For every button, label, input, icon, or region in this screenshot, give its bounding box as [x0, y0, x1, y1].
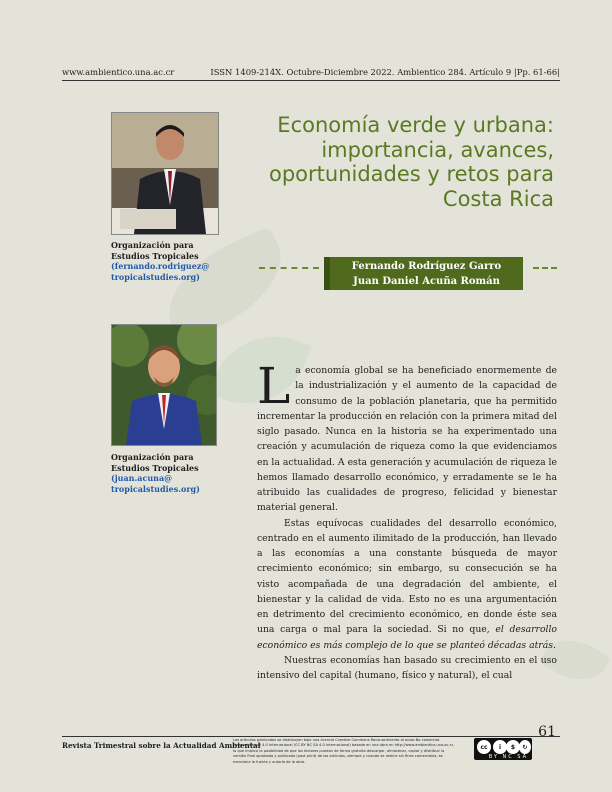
author-affiliation-1 — [111, 240, 231, 282]
author-email-link[interactable]: (fernando.rodriguez@ — [111, 261, 210, 271]
page-number: 61 — [538, 724, 556, 740]
article-body — [257, 357, 558, 683]
footer-rule — [62, 736, 560, 737]
paragraph-3 — [257, 653, 557, 684]
cc-icon: cc — [477, 740, 491, 754]
title-line: Economía verde y urbana: — [277, 113, 554, 137]
authors-dash-left — [259, 267, 319, 269]
article-title — [254, 113, 554, 211]
author-photo-2 — [111, 324, 217, 446]
affiliation-org: Estudios Tropicales — [111, 462, 199, 473]
paragraph-emphasis: el desarrollo económico es más complejo de lo que se planteó décadas atrás — [257, 624, 558, 651]
affiliation-org: Organización para — [111, 452, 194, 462]
affiliation-org: Estudios Tropicales — [111, 250, 199, 261]
author-affiliation-2 — [111, 452, 231, 494]
dropcap: L — [257, 357, 291, 415]
author-email-link[interactable]: (juan.acuna@ — [111, 473, 173, 483]
author-name: Juan Daniel Acuña Román — [353, 276, 500, 287]
nc-icon: $ — [506, 740, 520, 754]
affiliation-org: Organización para — [111, 240, 194, 250]
cc-label: BY NC SA — [488, 754, 528, 760]
title-line: importancia, avances, — [321, 137, 554, 162]
header-issn: ISSN 1409-214X. Octubre-Diciembre 2022. Ambientico 284. Artículo 9 |Pp. 61-66| — [210, 67, 560, 77]
sa-icon: ↻ — [519, 740, 531, 754]
creative-commons-badge[interactable] — [474, 738, 532, 760]
footer-journal: Revista Trimestral sobre la Actualidad Ambiental — [62, 741, 261, 750]
author-email-link[interactable]: tropicalstudies.org) — [111, 271, 200, 282]
header-website[interactable]: www.ambientico.una.ac.cr — [62, 67, 175, 77]
title-line: Costa Rica — [442, 186, 554, 211]
authors-dash-right — [533, 267, 557, 269]
paragraph-text: Estas equívocas cualidades del desarrollo económico, centrado en el aumento ilimitado de la producción, han llevado a las economías a una constante búsqueda de mayor crecimiento económico; sin embargo, su consecución se ha visto acompañada de una degradación del ambiente, el bienestar y la calidad de vida. Esto no es una argumentación en detrimento del crecimiento económico, en donde éste sea una carga o mal para la sociedad. Si no que, — [257, 517, 557, 636]
author-photo-1 — [111, 112, 219, 235]
by-icon: i — [493, 740, 507, 754]
title-line: oportunidades y retos para — [268, 162, 554, 186]
license-text: Los artículos publicados se distribuyen bajo una licencia Creative Commons Reconocimiento al autor-No comercial-Compartir igual 4.0 Internacional (CC BY NC SA 4.0 Internacional) basada en una obra en http://www.ambientico.una.ac.cr, lo que implica la posibilidad de que los lectores puedan de forma gratuita descargar, almacenar, copiar y distribuir la versión final aprobada y publicada (post print) de los artículos, siempre y cuando se realice sin fines comerciales, se mencione la fuente y autoría de la obra. — [233, 738, 455, 764]
paragraph-text: Nuestras economías han basado su crecimiento en el uso intensivo del capital (humano, físico y natural), el cual — [257, 654, 557, 681]
paragraph-2 — [257, 516, 557, 653]
paragraph-1 — [257, 357, 557, 516]
paragraph-text: a economía global se ha beneficiado enormemente de la industrialización y el aumento de la capacidad de consumo de la población planetaria, que ha permitido incrementar la producción en relación con la primera mitad del siglo pasado. Nunca en la historia se ha experimentado una creación y acumulación de riqueza como la que evidenciamos en la actualidad. A esta generación y acumulación de riqueza le hemos llamado desarrollo económico, y erradamente se le ha atribuido las cualidades de progreso, felicidad y bienestar material general. — [257, 365, 557, 514]
authors-box — [324, 257, 523, 290]
author-email-link[interactable]: tropicalstudies.org) — [111, 483, 200, 494]
header-rule — [62, 80, 560, 81]
author-name: Fernando Rodríguez Garro — [351, 261, 502, 272]
paragraph-text: . — [553, 639, 556, 651]
